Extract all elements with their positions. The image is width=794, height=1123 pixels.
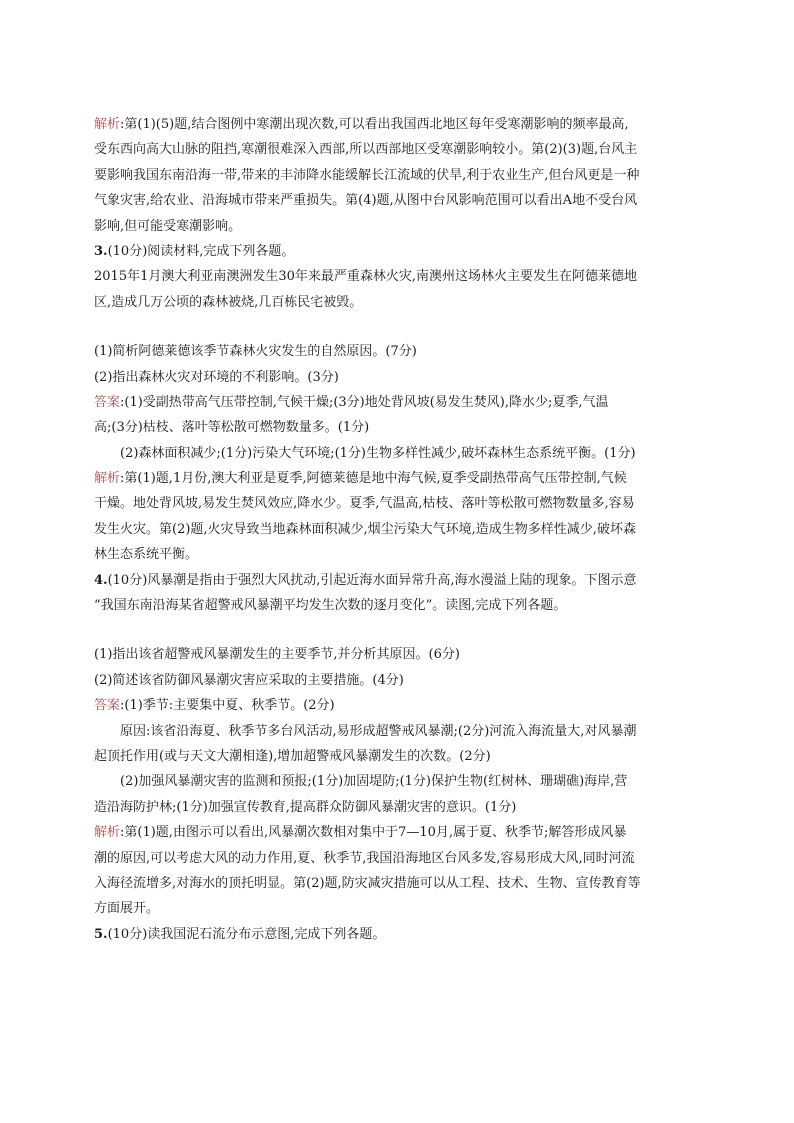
material-line: 区,造成几万公顷的森林被烧,几百栋民宅被毁。 <box>94 294 363 310</box>
material-line: 2015年1月澳大利亚南澳洲发生30年来最严重森林火灾,南澳州这场林火主要发生在阿德莱德地 <box>94 269 638 285</box>
analysis-label: 解析 <box>94 117 121 132</box>
answer-line: (2)加强风暴潮灾害的监测和预报;(1分)加固堤防;(1分)保护生物(红树林、珊瑚礁)海岸,营 <box>120 774 628 790</box>
spacer <box>94 315 714 339</box>
answer-line: 原因:该省沿海夏、秋季节多台风活动,易形成超警戒风暴潮;(2分)河流入海流量大,对风暴潮 <box>120 723 637 739</box>
analysis-line: 解析:第(1)题,1月份,澳大利亚是夏季,阿德莱德是地中海气候,夏季受副热带高气压带控制,气候 <box>94 471 627 487</box>
answer-line: 答案:(1)受副热带高气压带控制,气候干燥;(3分)地处背风坡(易发生焚风),降水少;夏季,气温 <box>94 394 609 410</box>
analysis-line: 解析:第(1)题,由图示可以看出,风暴潮次数相对集中于7—10月,属于夏、秋季节;解答形成风暴 <box>94 825 627 841</box>
sub-question: (2)简述该省防御风暴潮灾害应采取的主要措施。(4分) <box>94 672 404 688</box>
spacer <box>94 618 714 642</box>
question-number: 4. <box>94 572 108 588</box>
answer-line: 高;(3分)枯枝、落叶等松散可燃物数量多。(1分) <box>94 420 370 436</box>
analysis-line: 干燥。地处背风坡,易发生焚风效应,降水少。夏季,气温高,枯枝、落叶等松散可燃物数量多,容易 <box>94 496 635 512</box>
sub-question: (1)简析阿德莱德该季节森林火灾发生的自然原因。(7分) <box>94 344 417 360</box>
answer-line: 起顶托作用(或与天文大潮相逢),增加超警戒风暴潮发生的次数。(2分) <box>94 748 491 764</box>
document-page <box>94 112 714 947</box>
question-3-stem: 3.(10分)阅读材料,完成下列各题。 <box>94 243 295 259</box>
answer-line: 造沿海防护林;(1分)加强宣传教育,提高群众防御风暴潮灾害的意识。(1分) <box>94 799 517 815</box>
analysis-line: 气象灾害,给农业、沿海城市带来严重损失。第(4)题,从图中台风影响范围可以看出A地不受台风 <box>94 193 638 209</box>
analysis-line: 发生火灾。第(2)题,火灾导致当地森林面积减少,烟尘污染大气环境,造成生物多样性减少,破坏森 <box>94 521 636 537</box>
question-number: 3. <box>94 243 108 259</box>
analysis-line: 林生态系统平衡。 <box>94 547 199 563</box>
question-4-stem-cont: “我国东南沿海某省超警戒风暴潮平均发生次数的逐月变化”。读图,完成下列各题。 <box>94 598 567 614</box>
analysis-label: 解析 <box>94 471 121 487</box>
analysis-line: 影响,但可能受寒潮影响。 <box>94 218 242 234</box>
sub-question: (1)指出该省超警戒风暴潮发生的主要季节,并分析其原因。(6分) <box>94 647 460 663</box>
answer-label: 答案 <box>94 394 121 410</box>
analysis-line: 方面展开。 <box>94 901 160 917</box>
answer-line: 答案:(1)季节:主要集中夏、秋季节。(2分) <box>94 698 335 714</box>
answer-line: (2)森林面积减少;(1分)污染大气环境;(1分)生物多样性减少,破坏森林生态系统平衡。(1分) <box>120 445 636 461</box>
analysis-line: 受东西向高大山脉的阻挡,寒潮很难深入西部,所以西部地区受寒潮影响较小。第(2)(3)题,台风主 <box>94 142 638 158</box>
question-5-stem: 5.(10分)读我国泥石流分布示意图,完成下列各题。 <box>94 926 386 942</box>
question-number: 5. <box>94 926 108 942</box>
analysis-line: 潮的原因,可以考虑大风的动力作用,夏、秋季节,我国沿海地区台风多发,容易形成大风,同时河流 <box>94 850 635 866</box>
analysis-line: 入海径流增多,对海水的顶托明显。第(2)题,防灾减灾措施可以从工程、技术、生物、宣传教育等 <box>94 875 641 891</box>
sub-question: (2)指出森林火灾对环境的不利影响。(3分) <box>94 369 339 385</box>
analysis-line: 要影响我国东南沿海一带,带来的丰沛降水能缓解长江流域的伏旱,利于农业生产,但台风更是一种 <box>94 167 640 183</box>
answer-label: 答案 <box>94 698 121 714</box>
analysis-line: 解析:第(1)(5)题,结合图例中寒潮出现次数,可以看出我国西北地区每年受寒潮影响的频率最高, <box>94 117 629 132</box>
analysis-label: 解析 <box>94 825 121 841</box>
question-4-stem: 4.(10分)风暴潮是指由于强烈大风扰动,引起近海水面异常升高,海水漫溢上陆的现象。下图示意 <box>94 572 637 588</box>
